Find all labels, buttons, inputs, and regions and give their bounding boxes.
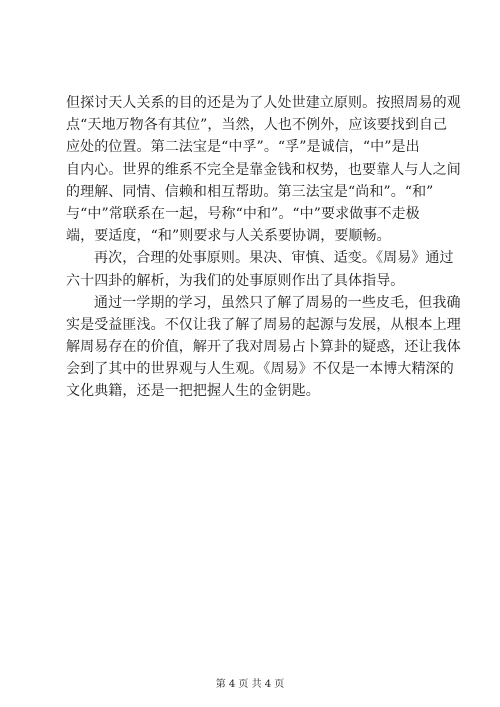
page-number-footer: 第 4 页 共 4 页 (215, 679, 285, 690)
paragraph-3-line-1: 通过一学期的学习，虽然只了解了周易的一些皮毛，但我确 (94, 294, 461, 311)
paragraph-1-line-2: 点“天地万物各有其位”，当然，人也不例外，应该要找到自己 (66, 117, 448, 134)
paragraph-1-line-5: 的理解、同情、信赖和相互帮助。第三法宝是“尚和”。“和” (66, 183, 434, 200)
paragraph-2-line-2: 六十四卦的解析，为我们的处事原则作出了具体指导。 (66, 272, 405, 289)
paragraph-3-line-4: 会到了其中的世界观与人生观。《周易》不仅是一本博大精深的 (66, 361, 454, 378)
paragraph-3-line-5: 文化典籍，还是一把把握人生的金钥匙。 (66, 383, 320, 400)
paragraph-1-line-6: 与“中”常联系在一起，号称“中和”。“中”要求做事不走极 (66, 205, 420, 222)
paragraph-1-line-3: 应处的位置。第二法宝是“中孚”。“孚”是诚信，“中”是出 (66, 139, 420, 156)
paragraph-1-line-1: 但探讨天人关系的目的还是为了人处世建立原则。按照周易的观 (66, 95, 461, 111)
paragraph-3-line-2: 实是受益匪浅。不仅让我了解了周易的起源与发展，从根本上理 (66, 316, 461, 333)
paragraph-2-line-1: 再次，合理的处事原则。果决、审慎、适变。《周易》通过 (94, 250, 454, 267)
paragraph-1-line-4: 自内心。世界的维系不完全是靠金钱和权势，也要靠人与人之间 (66, 161, 461, 178)
body-text (66, 92, 461, 403)
paragraph-3-line-3: 解周易存在的价值，解开了我对周易占卜算卦的疑惑，还让我体 (66, 339, 461, 356)
paragraph-1-line-7: 端，要适度，“和”则要求与人关系要协调，要顺畅。 (66, 228, 391, 245)
